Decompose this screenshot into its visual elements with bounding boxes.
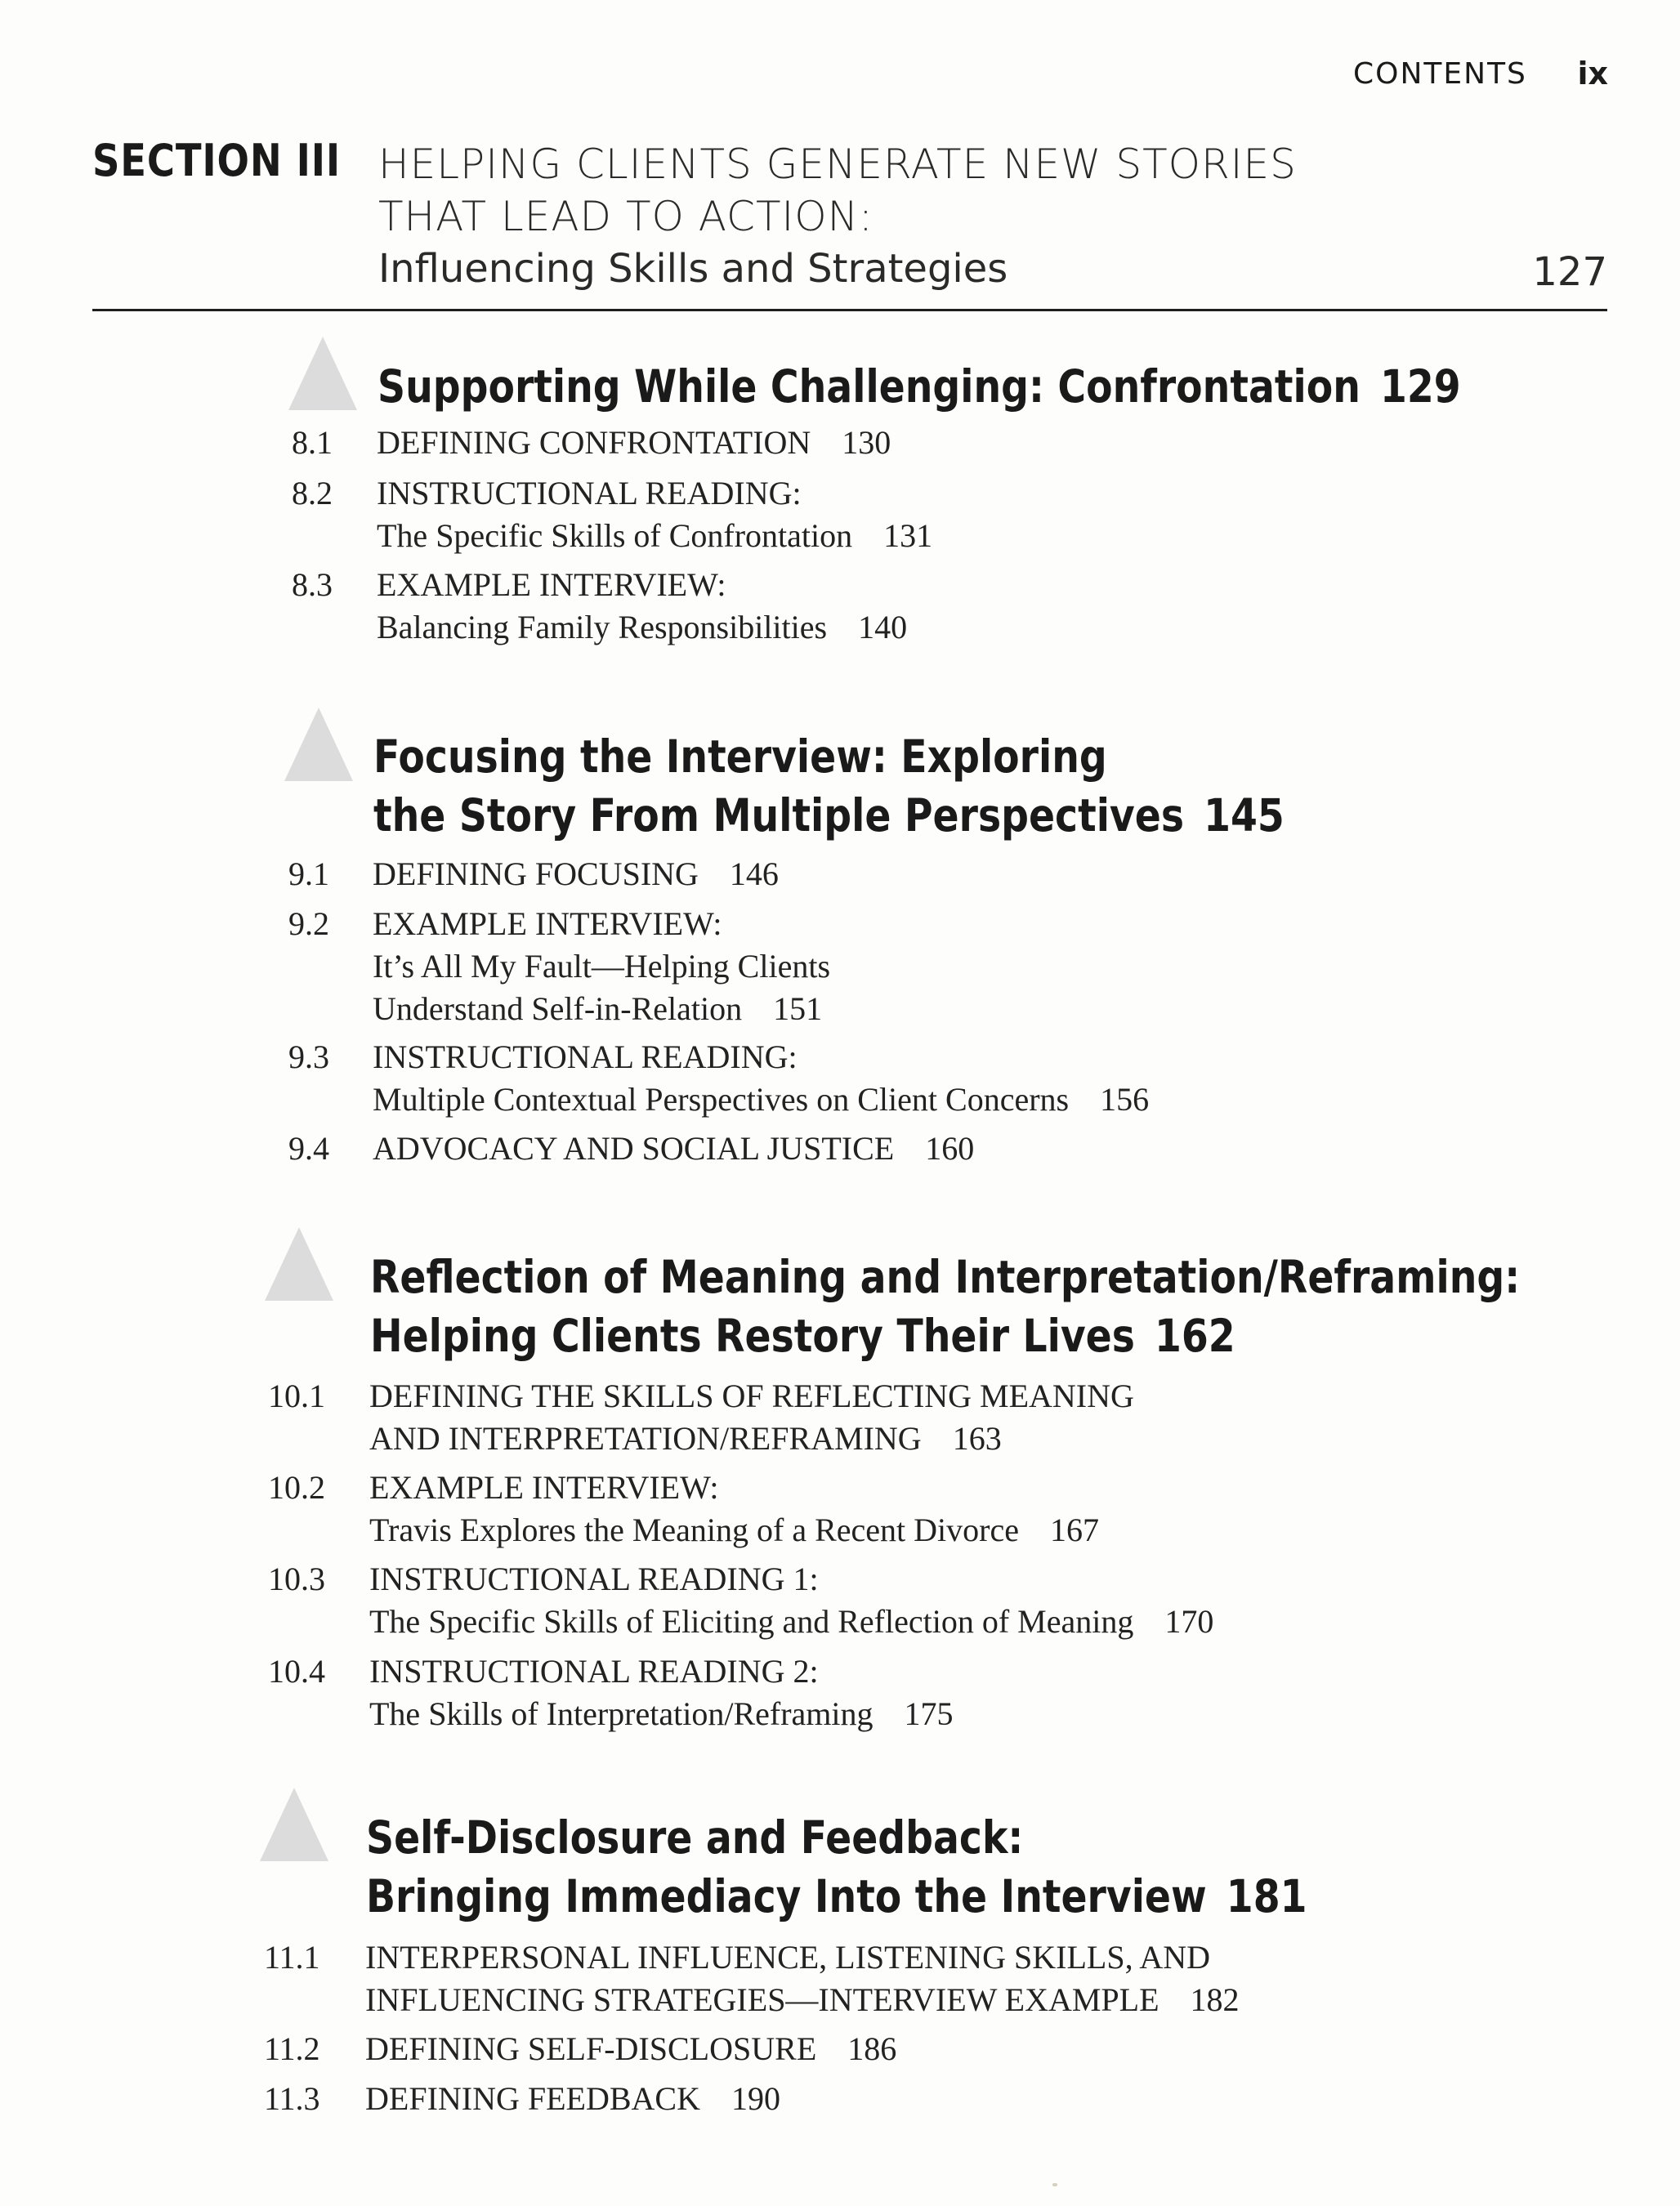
chapter-page-number: 162 [1154, 1310, 1235, 1362]
running-head [1353, 57, 1615, 98]
running-head-page-number: ix [1577, 56, 1608, 92]
chapter-title-line: Supporting While Challenging: Confrontation [378, 360, 1361, 413]
chapter-title [378, 357, 1461, 416]
chapter-page-number: 129 [1379, 360, 1461, 413]
entry-page-number: 163 [952, 1420, 1002, 1457]
entry-line: INSTRUCTIONAL READING 2: [369, 1653, 819, 1690]
section-title-line: THAT LEAD TO ACTION: [378, 193, 874, 240]
entry-line: EXAMPLE INTERVIEW: [369, 1469, 719, 1506]
entry-line: DEFINING FOCUSING [373, 855, 699, 892]
paper-speck [1052, 2183, 1057, 2186]
entry-number: 10.4 [268, 1653, 325, 1690]
entry-page-number: 186 [847, 2030, 897, 2067]
section-page-number: 127 [1532, 249, 1607, 295]
entry-line: DEFINING CONFRONTATION [377, 424, 811, 461]
chapter-triangle-icon [288, 337, 357, 410]
chapter-triangle-icon [265, 1227, 333, 1301]
entry-number: 9.4 [288, 1130, 329, 1167]
chapter-title [366, 1808, 1307, 1926]
entry-line: Multiple Contextual Perspectives on Client Concerns [373, 1081, 1070, 1118]
chapter-triangle-icon [284, 708, 353, 781]
entry-page-number: 140 [858, 609, 908, 645]
entry-line: EXAMPLE INTERVIEW: [373, 905, 722, 942]
entry-page-number: 146 [729, 855, 779, 892]
entry-number: 11.3 [264, 2080, 320, 2117]
chapter-title [373, 727, 1285, 845]
entry-page-number: 175 [904, 1695, 954, 1732]
entry-number: 10.3 [268, 1561, 325, 1597]
entry-number: 9.2 [288, 905, 329, 942]
section-title [378, 138, 1297, 243]
chapter-title-line: the Story From Multiple Perspectives [373, 789, 1184, 842]
chapter-page-number: 181 [1226, 1870, 1307, 1922]
section-label: SECTION III [92, 135, 342, 186]
entry-number: 10.2 [268, 1469, 325, 1506]
section-header [92, 135, 1607, 305]
entry-line: INFLUENCING STRATEGIES—INTERVIEW EXAMPLE [365, 1981, 1159, 2018]
entry-line: INSTRUCTIONAL READING: [377, 475, 802, 511]
section-divider [92, 309, 1607, 311]
entry-number: 8.2 [292, 475, 333, 511]
entry-line: The Specific Skills of Confrontation [377, 517, 853, 554]
running-head-label: CONTENTS [1353, 57, 1527, 91]
section-title-line: HELPING CLIENTS GENERATE NEW STORIES [378, 141, 1297, 188]
entry-line: The Skills of Interpretation/Reframing [369, 1695, 874, 1732]
chapter-page-number: 145 [1204, 789, 1285, 842]
entry-page-number: 131 [883, 517, 933, 554]
chapter-title-line: Reflection of Meaning and Interpretation/Reframing: [370, 1251, 1521, 1303]
entry-line: DEFINING THE SKILLS OF REFLECTING MEANING [369, 1378, 1134, 1414]
entry-page-number: 182 [1190, 1981, 1240, 2018]
entry-line: Travis Explores the Meaning of a Recent Divorce [369, 1512, 1019, 1548]
entry-number: 9.3 [288, 1038, 329, 1075]
chapter-triangle-icon [260, 1788, 328, 1861]
entry-page-number: 156 [1100, 1081, 1150, 1118]
entry-line: INTERPERSONAL INFLUENCE, LISTENING SKILLS, AND [365, 1939, 1211, 1976]
entry-page-number: 190 [731, 2080, 780, 2117]
entry-page-number: 160 [925, 1130, 975, 1167]
entry-line: AND INTERPRETATION/REFRAMING [369, 1420, 922, 1457]
entry-line: DEFINING FEEDBACK [365, 2080, 700, 2117]
entry-line: It’s All My Fault—Helping Clients [373, 948, 831, 985]
entry-number: 8.3 [292, 566, 333, 603]
entry-number: 10.1 [268, 1378, 325, 1414]
chapter-title [370, 1248, 1520, 1365]
entry-line: The Specific Skills of Eliciting and Reflection of Meaning [369, 1603, 1134, 1640]
entry-page-number: 167 [1049, 1512, 1099, 1548]
entry-number: 11.2 [264, 2030, 320, 2067]
entry-line: INSTRUCTIONAL READING: [373, 1038, 798, 1075]
entry-line: ADVOCACY AND SOCIAL JUSTICE [373, 1130, 895, 1167]
chapter-title-line: Self-Disclosure and Feedback: [366, 1811, 1024, 1864]
entry-page-number: 151 [773, 990, 823, 1027]
entry-page-number: 130 [842, 424, 891, 461]
entry-number: 8.1 [292, 424, 333, 461]
entry-line: Balancing Family Responsibilities [377, 609, 828, 645]
section-subtitle: Influencing Skills and Strategies [378, 246, 1008, 292]
chapter-title-line: Bringing Immediacy Into the Interview [366, 1870, 1207, 1922]
entry-line: EXAMPLE INTERVIEW: [377, 566, 726, 603]
entry-line: INSTRUCTIONAL READING 1: [369, 1561, 819, 1597]
entry-page-number: 170 [1164, 1603, 1214, 1640]
chapter-title-line: Focusing the Interview: Exploring [373, 730, 1107, 783]
entry-line: Understand Self-in-Relation [373, 990, 743, 1027]
chapter-title-line: Helping Clients Restory Their Lives [370, 1310, 1135, 1362]
entry-line: DEFINING SELF-DISCLOSURE [365, 2030, 817, 2067]
entry-number: 11.1 [264, 1939, 320, 1976]
entry-number: 9.1 [288, 855, 329, 892]
